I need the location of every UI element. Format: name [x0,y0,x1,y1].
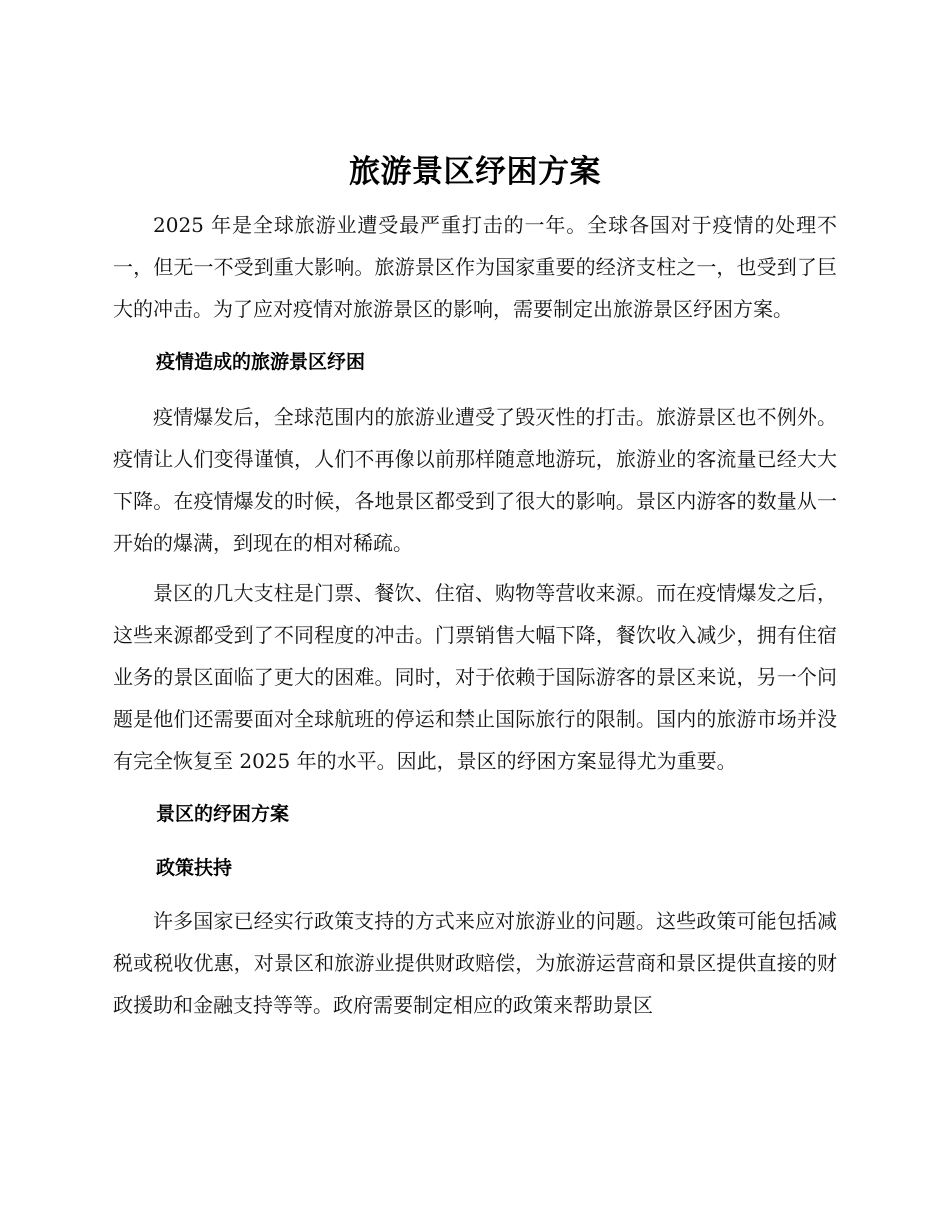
paragraph-epidemic-impact-1: 疫情爆发后，全球范围内的旅游业遭受了毁灭性的打击。旅游景区也不例外。疫情让人们变得谨慎，人们不再像以前那样随意地游玩，旅游业的客流量已经大大下降。在疫情爆发的时候，各地景区都受到了很大的影响。景区内游客的数量从一开始的爆满，到现在的相对稀疏。 [113,405,837,555]
document-title: 旅游景区纾困方案 [349,154,601,190]
document-body [113,148,837,1026]
section-heading-epidemic-impact: 疫情造成的旅游景区纾困 [156,351,366,373]
subsection-heading-policy-support: 政策扶持 [156,857,233,879]
section-heading-relief-plan: 景区的纾困方案 [156,803,290,825]
paragraph-policy-support: 许多国家已经实行政策支持的方式来应对旅游业的问题。这些政策可能包括减税或税收优惠，对景区和旅游业提供财政赔偿，为旅游运营商和景区提供直接的财政援助和金融支持等等。政府需要制定相应的政策来帮助景区 [113,909,837,1017]
paragraph-epidemic-impact-2: 景区的几大支柱是门票、餐饮、住宿、购物等营收来源。而在疫情爆发之后，这些来源都受到了不同程度的冲击。门票销售大幅下降，餐饮收入减少，拥有住宿业务的景区面临了更大的困难。同时，对于依赖于国际游客的景区来说，另一个问题是他们还需要面对全球航班的停运和禁止国际旅行的限制。国内的旅游市场并没有完全恢复至 2025 年的水平。因此，景区的纾困方案显得尤为重要。 [113,581,837,773]
intro-paragraph: 2025 年是全球旅游业遭受最严重打击的一年。全球各国对于疫情的处理不一，但无一不受到重大影响。旅游景区作为国家重要的经济支柱之一，也受到了巨大的冲击。为了应对疫情对旅游景区的影响，需要制定出旅游景区纾困方案。 [113,213,837,321]
